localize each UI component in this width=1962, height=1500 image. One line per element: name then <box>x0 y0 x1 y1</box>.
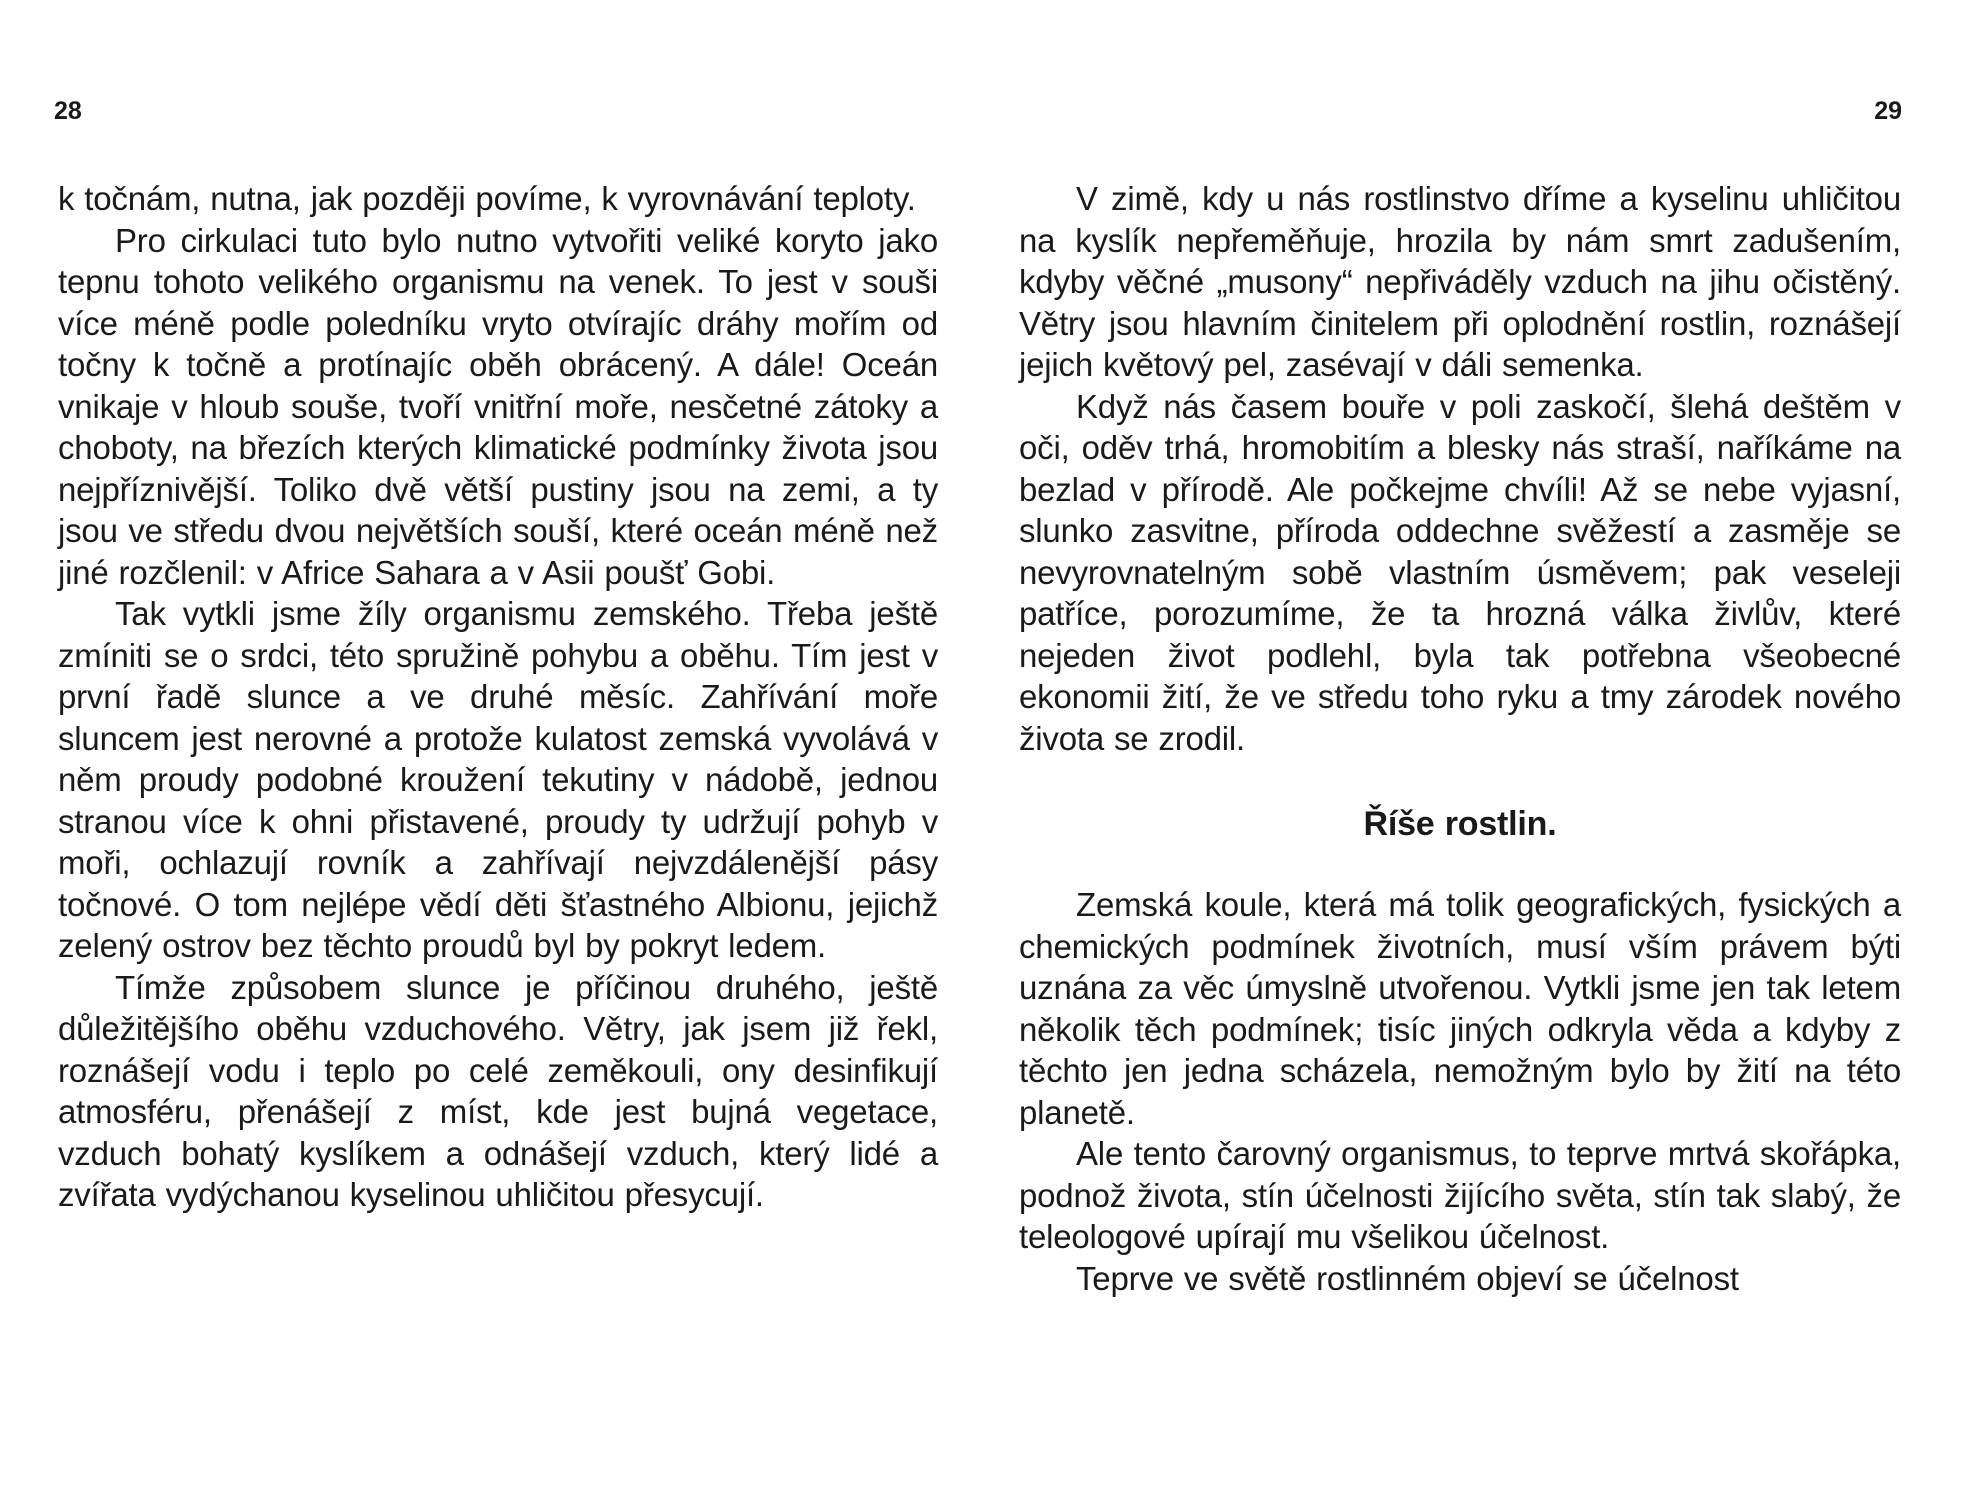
paragraph: Tak vytkli jsme žíly organismu zemského. Třeba ještě zmíniti se o srdci, této spružině pohybu a oběhu. Tím jest v první řadě slunce a ve druhé měsíc. Zahřívání moře sluncem jest nerovné a protože kulatost zemská vyvolává v něm proudy podobné kroužení tekutiny v nádobě, jednou stranou více k ohni přistavené, proudy ty udržují pohyb v moři, ochlazují rovník a zahřívají nejvzdálenější pásy točnové. O tom nejlépe vědí děti šťastného Albionu, jejichž zelený ostrov bez těchto proudů byl by pokryt ledem. <box>58 595 938 964</box>
right-page <box>981 0 1962 1500</box>
paragraph: Zemská koule, která má tolik geografických, fysických a chemických podmínek životních, musí vším právem býti uznána za věc úmyslně utvořenou. Vytkli jsme jen tak letem několik těch podmínek; tisíc jiných odkryla věda a kdyby z těchto jen jedna scházela, nemožným bylo by žití na této planetě. <box>1019 886 1901 1131</box>
paragraph: Pro cirkulaci tuto bylo nutno vytvořiti veliké koryto jako tepnu tohoto velikého organismu na venek. To jest v souši více méně podle poledníku vryto otvírajíc dráhy mořím od točny k točně a protínajíc oběh obrácený. A dále! Oceán vnikaje v hloub souše, tvoří vnitřní moře, nesčetné zátoky a choboty, na březích kterých klimatické podmínky života jsou nejpříznivější. Toliko dvě větší pustiny jsou na zemi, a ty jsou ve středu dvou největších souší, které oceán méně než jiné rozčlenil: v Africe Sahara a v Asii poušť Gobi. <box>58 221 938 591</box>
section-heading: Říše rostlin. <box>1363 805 1557 843</box>
paragraph: Teprve ve světě rostlinném objeví se účelnost <box>1076 1259 1739 1297</box>
paragraph: Ale tento čarovný organismus, to teprve mrtvá skořápka, podnož života, stín účelnosti žijícího světa, stín tak slabý, že teleologové upírají mu všelikou účelnost. <box>1019 1135 1901 1255</box>
page-number-left: 28 <box>54 97 82 125</box>
page-number-right: 29 <box>1874 97 1902 125</box>
left-page-text <box>58 178 938 1216</box>
paragraph: V zimě, kdy u nás rostlinstvo dříme a kyselinu uhličitou na kyslík nepřeměňuje, hrozila by nám smrt zadušením, kdyby věčné „musony“ nepřiváděly vzduch na jihu očistěný. Větry jsou hlavním činitelem při oplodnění rostlin, roznášejí jejich květový pel, zasévají v dáli semenka. <box>1019 180 1901 383</box>
paragraph: Tímže způsobem slunce je příčinou druhého, ještě důležitějšího oběhu vzduchového. Větry, jak jsem již řekl, roznášejí vodu i teplo po celé zeměkouli, ony desinfikují atmosféru, přenášejí z míst, kde jest bujná vegetace, vzduch bohatý kyslíkem a odnášejí vzduch, který lidé a zvířata vydýchanou kyselinou uhličitou přesycují. <box>58 968 938 1213</box>
right-page-text <box>1019 178 1901 1299</box>
paragraph: k točnám, nutna, jak později povíme, k vyrovnávání teploty. <box>58 180 916 217</box>
paragraph: Když nás časem bouře v poli zaskočí, šlehá deštěm v oči, oděv trhá, hromobitím a blesky nás straší, naříkáme na bezlad v přírodě. Ale počkejme chvíli! Až se nebe vyjasní, slunko zasvitne, příroda oddechne svěžestí a zasměje se nevyrovnatelným sobě vlastním úsměvem; pak veseleji patříce, porozumíme, že ta hrozná válka živlův, které nejeden život podlehl, byla tak potřebna všeobecné ekonomii žití, že ve středu toho ryku a tmy zárodek nového života se zrodil. <box>1019 387 1901 757</box>
